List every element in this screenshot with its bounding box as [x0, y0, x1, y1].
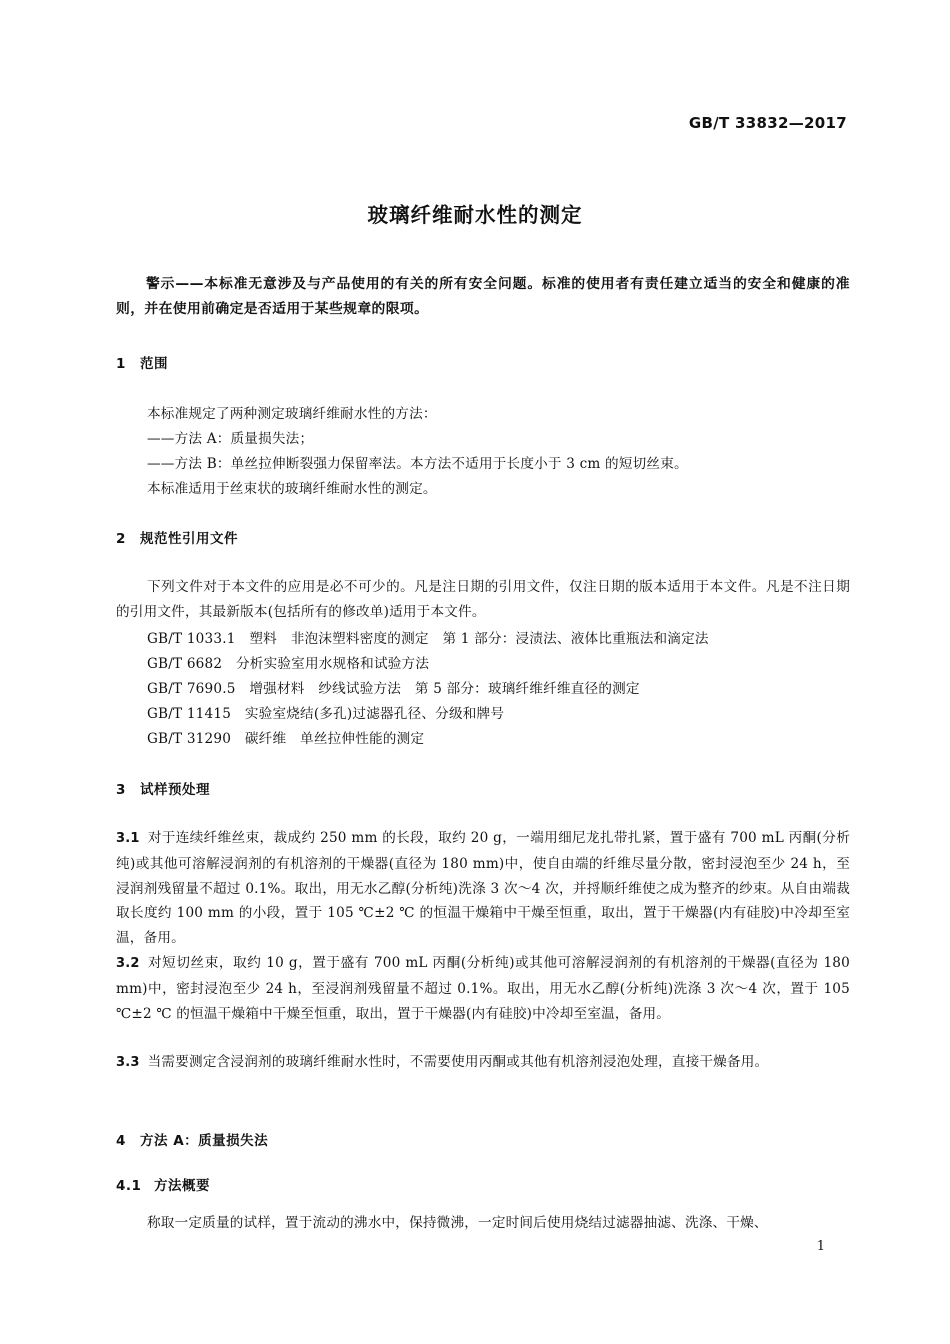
references-intro: 下列文件对于本文件的应用是必不可少的。凡是注日期的引用文件，仅注日期的版本适用于本文件。凡是不注日期的引用文件，其最新版本(包括所有的修改单)适用于本文件。: [116, 579, 850, 620]
reference-item: GB/T 7690.5 增强材料 纱线试验方法 第 5 部分：玻璃纤维纤维直径的测定: [147, 681, 640, 697]
warning-paragraph: 警示——本标准无意涉及与产品使用的有关的所有安全问题。标准的使用者有责任建立适当的安全和健康的准则，并在使用前确定是否适用于某些规章的限项。: [116, 276, 850, 317]
section-1-heading: [116, 352, 168, 372]
reference-item: GB/T 6682 分析实验室用水规格和试验方法: [147, 656, 430, 672]
section-title: 方法 A：质量损失法: [140, 1133, 269, 1149]
section-4-heading: [116, 1129, 268, 1149]
section-2-heading: [116, 527, 238, 547]
section-title: 规范性引用文件: [140, 531, 238, 547]
clause-3-2: [116, 951, 850, 1026]
section-title: 试样预处理: [140, 782, 210, 798]
subsection-4-1-heading: [116, 1174, 210, 1194]
reference-item: GB/T 31290 碳纤维 单丝拉伸性能的测定: [147, 731, 425, 747]
scope-line: 本标准规定了两种测定玻璃纤维耐水性的方法：: [147, 406, 437, 422]
scope-line: 本标准适用于丝束状的玻璃纤维耐水性的测定。: [147, 481, 437, 497]
clause-text: 对短切丝束，取约 10 g，置于盛有 700 mL 丙酮(分析纯)或其他可溶解浸润剂的有机溶剂的干燥器(直径为 180 mm)中，密封浸泡至少 24 h，至浸润剂残留量不超过 0.1%。取出，用无水乙醇(分析纯)洗涤 3 次～4 次，置于 105 ℃±2 ℃ 的恒温干燥箱中干燥至恒重，取出，置于干燥器(内有硅胶)中冷却至室温，备用。: [116, 955, 850, 1022]
section-number: 3: [116, 782, 126, 798]
subsection-title: 方法概要: [154, 1178, 210, 1194]
clause-number: 3.2: [116, 956, 140, 971]
method-overview-text: 称取一定质量的试样，置于流动的沸水中，保持微沸，一定时间后使用烧结过滤器抽滤、洗涤、干燥、: [147, 1215, 768, 1231]
scope-line: ——方法 A：质量损失法；: [147, 431, 314, 447]
clause-text: 当需要测定含浸润剂的玻璃纤维耐水性时，不需要使用丙酮或其他有机溶剂浸泡处理，直接干燥备用。: [147, 1054, 769, 1070]
clause-number: 3.3: [116, 1055, 140, 1070]
section-3-heading: [116, 778, 210, 798]
reference-item: GB/T 1033.1 塑料 非泡沫塑料密度的测定 第 1 部分：浸渍法、液体比重瓶法和滴定法: [147, 631, 709, 647]
reference-item: GB/T 11415 实验室烧结(多孔)过滤器孔径、分级和牌号: [147, 706, 505, 722]
clause-number: 3.1: [116, 831, 140, 846]
clause-3-3: [116, 1050, 850, 1076]
clause-text: 对于连续纤维丝束，裁成约 250 mm 的长段，取约 20 g，一端用细尼龙扎带扎紧，置于盛有 700 mL 丙酮(分析纯)或其他可溶解浸润剂的有机溶剂的干燥器(直径为 180 mm)中，使自由端的纤维尽量分散，密封浸泡至少 24 h，至浸润剂残留量不超过 0.1%。取出，用无水乙醇(分析纯)洗涤 3 次～4 次，并捋顺纤维使之成为整齐的纱束。从自由端裁取长度约 100 mm 的小段，置于 105 ℃±2 ℃ 的恒温干燥箱中干燥至恒重，取出，置于干燥器(内有硅胶)中冷却至室温，备用。: [116, 830, 850, 947]
section-title: 范围: [140, 356, 168, 372]
page-number: 1: [816, 1239, 825, 1254]
subsection-number: 4.1: [116, 1178, 142, 1194]
scope-line: ——方法 B：单丝拉伸断裂强力保留率法。本方法不适用于长度小于 3 cm 的短切丝束。: [147, 456, 688, 472]
clause-3-1: [116, 826, 850, 951]
section-number: 2: [116, 531, 126, 547]
section-number: 1: [116, 356, 126, 372]
document-title: 玻璃纤维耐水性的测定: [367, 203, 583, 227]
standard-number: GB/T 33832—2017: [688, 114, 847, 132]
section-number: 4: [116, 1133, 126, 1149]
